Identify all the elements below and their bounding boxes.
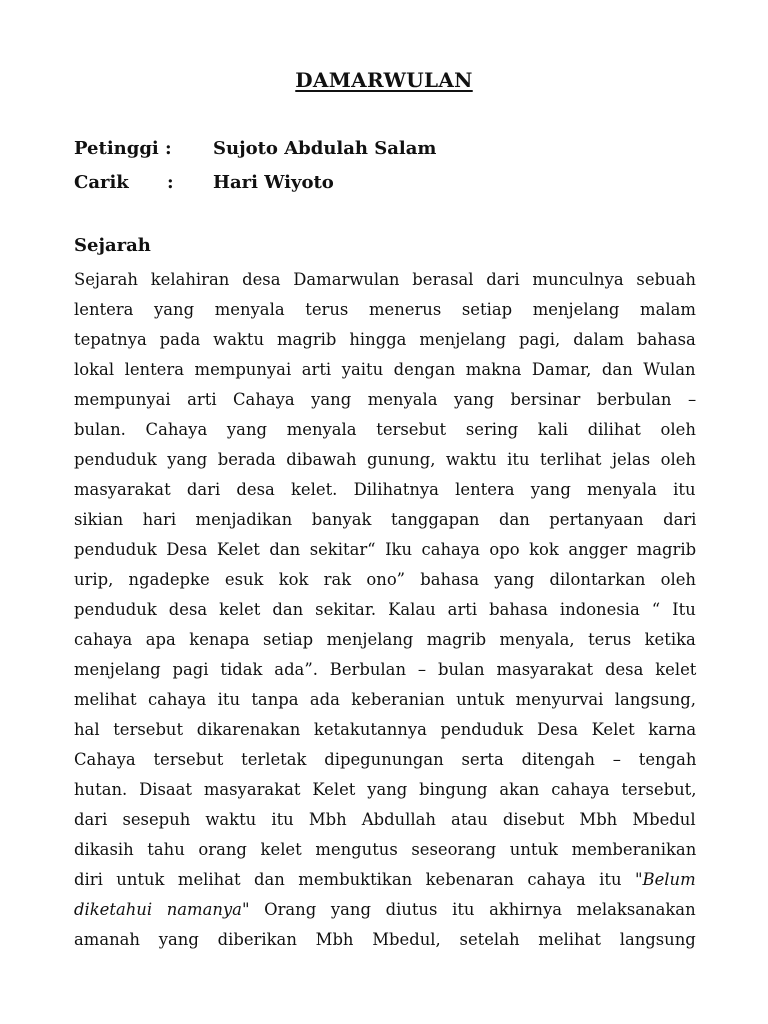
text-line: dikasih tahu orang kelet mengutus seseorang untuk memberanikan <box>74 840 697 859</box>
meta-value: Sujoto Abdulah Salam <box>213 138 437 159</box>
text-line: penduduk yang berada dibawah gunung, waktu itu terlihat jelas oleh <box>74 450 696 469</box>
text-line: amanah yang diberikan Mbh Mbedul, setelah melihat langsung <box>74 930 696 949</box>
meta-label: Petinggi <box>74 138 159 159</box>
section-heading: Sejarah <box>74 235 151 256</box>
text-line: melihat cahaya itu tanpa ada keberanian untuk menyurvai langsung, <box>74 690 696 709</box>
text-line: tepatnya pada waktu magrib hingga menjelang pagi, dalam bahasa <box>74 330 696 349</box>
text-line: hutan. Disaat masyarakat Kelet yang bingung akan cahaya tersebut, <box>74 780 697 799</box>
meta-colon: : <box>167 172 174 193</box>
text-line: lokal lentera mempunyai arti yaitu dengan makna Damar, dan Wulan <box>74 360 696 379</box>
italic-quote: "Belum <box>635 870 696 889</box>
text-line: lentera yang menyala terus menerus setiap menjelang malam <box>74 300 696 319</box>
text-line: menjelang pagi tidak ada”. Berbulan – bulan masyarakat desa kelet <box>74 660 697 679</box>
text-line: dari sesepuh waktu itu Mbh Abdullah atau disebut Mbh Mbedul <box>74 810 696 829</box>
text-line: hal tersebut dikarenakan ketakutannya penduduk Desa Kelet karna <box>74 720 697 739</box>
text-segment: Orang yang diutus itu akhirnya melaksanakan <box>249 900 696 919</box>
text-segment: diri untuk melihat dan membuktikan kebenaran cahaya itu <box>74 870 636 889</box>
text-line: penduduk Desa Kelet dan sekitar“ Iku cahaya opo kok angger magrib <box>74 540 697 559</box>
text-line: Sejarah kelahiran desa Damarwulan berasal dari munculnya sebuah <box>74 270 696 289</box>
meta-label: Carik <box>74 172 129 193</box>
text-line <box>74 866 696 896</box>
text-line <box>74 896 696 926</box>
text-line: urip, ngadepke esuk kok rak ono” bahasa yang dilontarkan oleh <box>74 570 696 589</box>
text-line: masyarakat dari desa kelet. Dilihatnya lentera yang menyala itu <box>74 480 696 499</box>
text-line: bulan. Cahaya yang menyala tersebut sering kali dilihat oleh <box>74 420 696 439</box>
body-paragraph <box>74 266 696 956</box>
text-line: sikian hari menjadikan banyak tanggapan dan pertanyaan dari <box>74 510 697 529</box>
meta-value: Hari Wiyoto <box>213 172 334 193</box>
text-line: penduduk desa kelet dan sekitar. Kalau arti bahasa indonesia “ Itu <box>74 600 696 619</box>
text-line: Cahaya tersebut terletak dipegunungan serta ditengah – tengah <box>74 750 697 769</box>
text-line: cahaya apa kenapa setiap menjelang magrib menyala, terus ketika <box>74 630 696 649</box>
italic-quote: diketahui namanya" <box>74 900 250 919</box>
document-title: DAMARWULAN <box>295 68 473 92</box>
meta-colon: : <box>165 138 172 159</box>
text-line: mempunyai arti Cahaya yang menyala yang bersinar berbulan – <box>74 390 697 409</box>
